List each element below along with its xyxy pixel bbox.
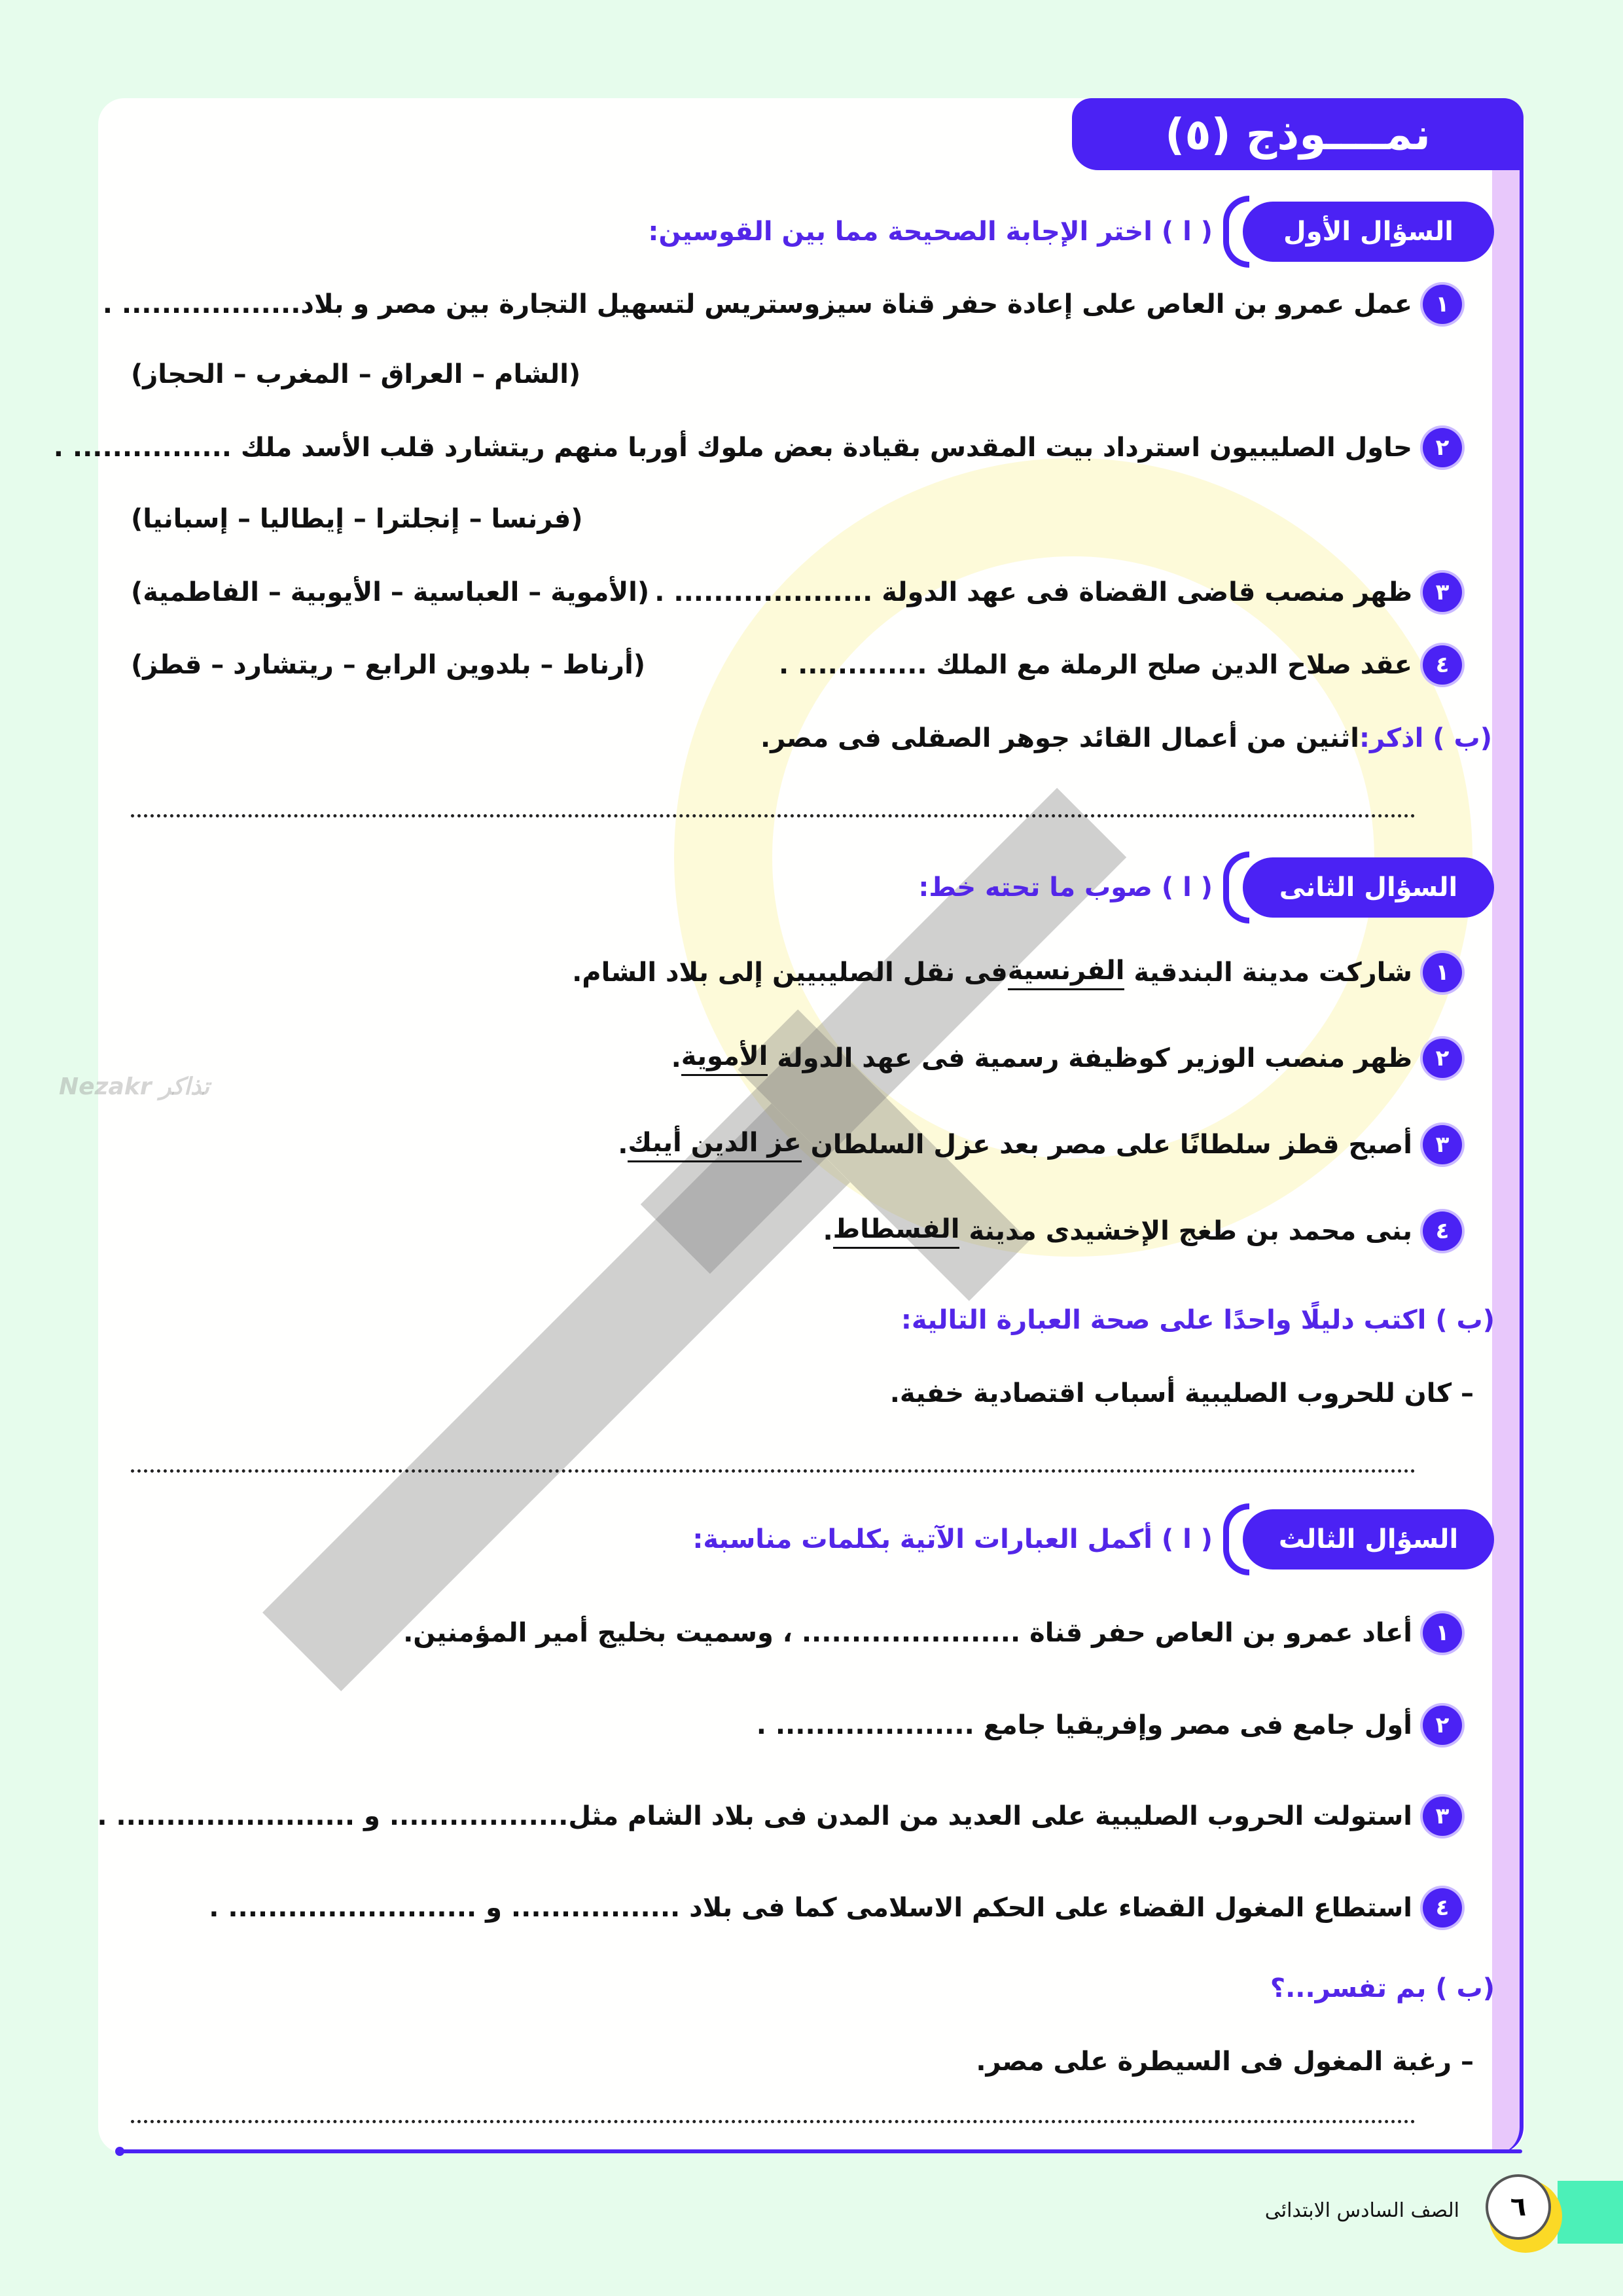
footer-tab bbox=[1558, 2181, 1623, 2244]
q1-part-b bbox=[760, 719, 1492, 758]
number-badge: ١ bbox=[1423, 285, 1462, 324]
question-text: أعاد عمرو بن العاص حفر قناة ...................... ، وسميت بخليج أمير المؤمنين. bbox=[403, 1618, 1412, 1648]
question-text: عقد صلاح الدين صلح الرملة مع الملك ............. . bbox=[778, 650, 1412, 680]
number-badge: ٤ bbox=[1423, 645, 1462, 685]
page-title: نمــــوذج (٥) bbox=[1072, 98, 1524, 170]
q1-item-1 bbox=[103, 285, 1462, 324]
q1-part-a-title: ( ا ) اختر الإجابة الصحيحة مما بين القوسين: bbox=[648, 217, 1213, 247]
q1-item-2 bbox=[54, 428, 1462, 467]
bracket-decoration bbox=[1223, 196, 1249, 268]
bracket-decoration bbox=[1223, 1503, 1249, 1575]
q2-item-1 bbox=[572, 953, 1462, 992]
number-badge: ٢ bbox=[1423, 1039, 1462, 1078]
right-rail bbox=[1492, 164, 1524, 2153]
text: . bbox=[823, 1216, 833, 1246]
q2-header bbox=[918, 857, 1494, 918]
q2-part-b: (ب ) اكتب دليلًا واحدًا على صحة العبارة التالية: bbox=[901, 1305, 1495, 1335]
q3-item-3 bbox=[97, 1797, 1462, 1836]
q3-item-4 bbox=[209, 1888, 1462, 1928]
q3-item-2 bbox=[757, 1706, 1462, 1745]
q2-item-2 bbox=[671, 1039, 1462, 1078]
q3-item-1 bbox=[403, 1613, 1462, 1653]
answer-line bbox=[131, 1469, 1416, 1473]
watermark-small: Nezakr تذاكر bbox=[59, 1073, 209, 1100]
q2-pill: السؤال الثانى bbox=[1243, 857, 1494, 918]
question-text: ظهر منصب قاضى القضاة فى عهد الدولة .................... . bbox=[654, 577, 1412, 607]
q1-pill: السؤال الأول bbox=[1243, 202, 1494, 262]
q1-header bbox=[648, 202, 1494, 262]
q2-part-b-text: – كان للحروب الصليبية أسباب اقتصادية خفية. bbox=[889, 1378, 1474, 1408]
q1-item-3 bbox=[654, 573, 1462, 612]
underlined-text: عز الدين أيبك bbox=[628, 1128, 801, 1162]
q1-options-3: (الأموية – العباسية – الأيوبية – الفاطمية) bbox=[131, 577, 650, 607]
bottom-divider-dot bbox=[115, 2147, 124, 2156]
bracket-decoration bbox=[1223, 852, 1249, 924]
q2-item-3 bbox=[618, 1125, 1462, 1164]
text: بنى محمد بن طغج الإخشيدى مدينة bbox=[969, 1216, 1412, 1246]
text: أصبح قطز سلطانًا على مصر بعد عزل السلطان bbox=[810, 1130, 1412, 1160]
q2-part-a-title: ( ا ) صوب ما تحته خط: bbox=[918, 872, 1213, 903]
grade-label: الصف السادس الابتدائى bbox=[1264, 2199, 1459, 2222]
q3-part-b-text: – رغبة المغول فى السيطرة على مصر. bbox=[976, 2047, 1474, 2077]
number-badge: ٢ bbox=[1423, 428, 1462, 467]
page-number: ٦ bbox=[1486, 2174, 1551, 2240]
answer-line bbox=[131, 2120, 1416, 2123]
question-text: حاول الصليبيون استرداد بيت المقدس بقيادة بعض ملوك أوربا منهم ريتشارد قلب الأسد ملك ................ . bbox=[53, 433, 1412, 463]
question-text: عمل عمرو بن العاص على إعادة حفر قناة سيزوستريس لتسهيل التجارة بين مصر و بلاد.................. . bbox=[102, 289, 1412, 319]
question-text: استطاع المغول القضاء على الحكم الاسلامى كما فى بلاد ................. و ......................... . bbox=[209, 1893, 1412, 1923]
underlined-text: الأموية bbox=[681, 1041, 768, 1076]
part-b-text: اثنين من أعمال القائد جوهر الصقلى فى مصر. bbox=[760, 723, 1359, 753]
number-badge: ١ bbox=[1423, 1613, 1462, 1653]
q3-part-b: (ب ) بم تفسر...؟ bbox=[1270, 1973, 1495, 2003]
question-text: أول جامع فى مصر وإفريقيا جامع .................... . bbox=[756, 1710, 1412, 1740]
answer-line bbox=[131, 814, 1416, 817]
text: ظهر منصب الوزير كوظيفة رسمية فى عهد الدولة bbox=[777, 1043, 1412, 1073]
text: شاركت مدينة البندقية bbox=[1133, 958, 1412, 988]
q1-options-4: (أرناط – بلدوين الرابع – ريتشارد – قطز) bbox=[131, 650, 646, 680]
number-badge: ٤ bbox=[1423, 1211, 1462, 1251]
underlined-text: الفرنسية bbox=[1008, 956, 1125, 990]
number-badge: ٣ bbox=[1423, 1797, 1462, 1836]
number-badge: ١ bbox=[1423, 953, 1462, 992]
q1-item-4 bbox=[779, 645, 1462, 685]
number-badge: ٣ bbox=[1423, 1125, 1462, 1164]
number-badge: ٣ bbox=[1423, 573, 1462, 612]
q3-pill: السؤال الثالث bbox=[1243, 1509, 1494, 1570]
text: فى نقل الصليبيين إلى بلاد الشام. bbox=[572, 958, 1008, 988]
underlined-text: الفسطاط bbox=[833, 1214, 960, 1249]
number-badge: ٢ bbox=[1423, 1706, 1462, 1745]
part-b-label: (ب ) اذكر: bbox=[1359, 723, 1492, 753]
text: . bbox=[671, 1043, 681, 1073]
q2-item-4 bbox=[823, 1211, 1462, 1251]
q1-options-1: (الشام – العراق – المغرب – الحجاز) bbox=[131, 359, 581, 389]
number-badge: ٤ bbox=[1423, 1888, 1462, 1928]
q3-part-a-title: ( ا ) أكمل العبارات الآتية بكلمات مناسبة: bbox=[692, 1524, 1213, 1554]
bottom-divider bbox=[118, 2149, 1522, 2153]
question-text: استولت الحروب الصليبية على العديد من المدن فى بلاد الشام مثل.................. و ........................ . bbox=[97, 1801, 1412, 1831]
text: . bbox=[618, 1130, 628, 1160]
q1-options-2: (فرنسا – إنجلترا – إيطاليا – إسبانيا) bbox=[131, 504, 583, 534]
q3-header bbox=[692, 1509, 1494, 1570]
